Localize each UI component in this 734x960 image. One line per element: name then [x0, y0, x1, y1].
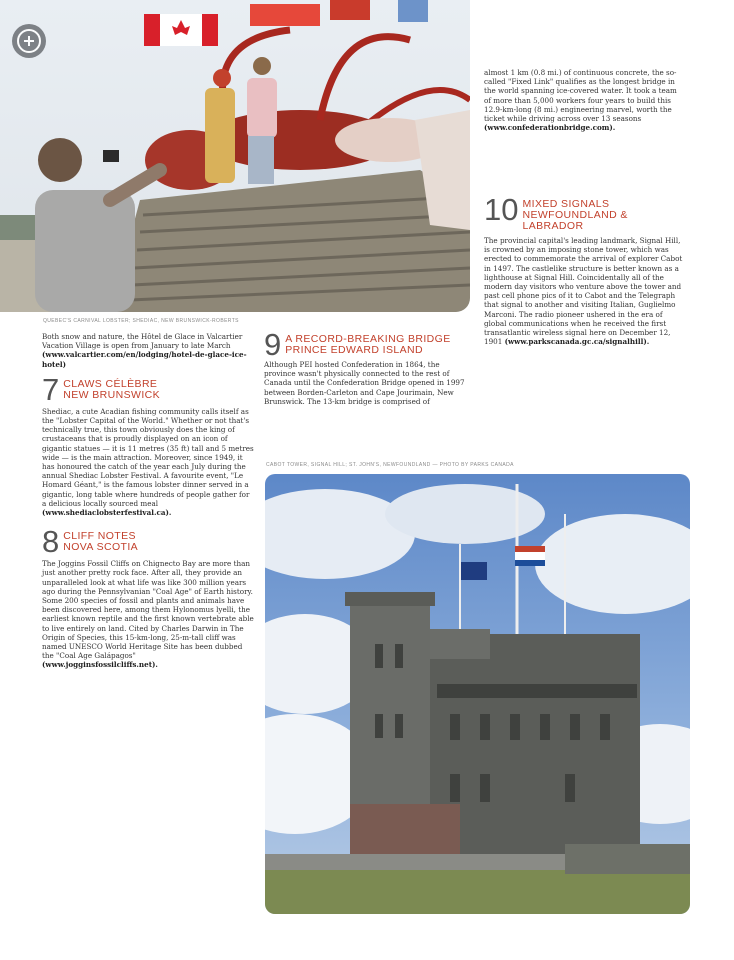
section-text: The provincial capital's leading landmark, Signal Hill, is crowned by an imposing stone tower, which was erected to commemorate the arrival of explorer Cabot in 1497. The castlelike structure is better known as a lighthouse at Signal Hill. Coincidentally all of the modern day visitors who venture above the tower and past cell phone pics of it to Cabot and the Telegraph that signal to another and visiting Italian, Guglielmo Marconi. The radio pioneer ushered in the era of global communications when he received the first transatlantic wireless signal here on December 12, 1901 [484, 236, 683, 347]
intro-paragraph [42, 332, 254, 369]
column-1 [42, 332, 254, 670]
section-number: 8 [42, 524, 60, 560]
magazine-logo-icon [12, 24, 46, 58]
section-7-body [42, 407, 254, 517]
photo-caption-bottom: CABOT TOWER, SIGNAL HILL; ST. JOHN'S, NEWFOUNDLAND — PHOTO BY PARKS CANADA [266, 462, 514, 468]
section-number: 7 [42, 371, 60, 407]
title-line: CLAWS CÉLÈBRE [63, 377, 158, 390]
section-text: Shediac, a cute Acadian fishing community calls itself as the "Lobster Capital of the World." Whether or not that's technically true, this town obviously does the king of crustaceans that is proudly displayed on an icon of gigantic statues — it is 11 metres (35 ft) tall and 5 metres wide — is the main attraction. Moreover, since 1949, it has honoured the catch of the year each July during the annual Shediac Lobster Festival. A favourite event, "Le Homard Géant," is the famous lobster dinner served in a gigantic, long table where hundreds of people gather for a delicious locally sourced meal [42, 406, 254, 508]
intro-paragraph [484, 68, 684, 187]
section-text: The Joggins Fossil Cliffs on Chignecto Bay are more than just another pretty rock face. After all, they provide an unparalleled look at what life was like 300 million years ago during the Pennsylvanian "Coal Age" of Earth history. Some 200 species of fossil and plants and animals have been discovered here, among them Hylonomus lyelli, the earliest known reptile and the first known vertebrate able to live entirely on land. Cited by Charles Darwin in The Origin of Species, this 15-km-long, 25-m-tall cliff was named UNESCO World Heritage Site has been dubbed the "Coal Age Galápagos" [42, 559, 254, 661]
section-7-heading [42, 371, 254, 407]
section-10-body [484, 236, 684, 446]
column-3 [484, 68, 684, 446]
column-2 [264, 327, 470, 443]
section-title [63, 377, 160, 401]
section-title [285, 332, 450, 356]
section-number: 10 [484, 192, 519, 227]
title-line: NOVA SCOTIA [63, 541, 139, 554]
section-title [63, 529, 138, 553]
title-line: NEWFOUNDLAND & [522, 209, 628, 221]
title-line: A RECORD-BREAKING BRIDGE [285, 333, 451, 345]
photo-caption-top: QUEBEC'S CARNIVAL LOBSTER; SHEDIAC, NEW BRUNSWICK-ROBERTS [43, 318, 239, 324]
section-9-body: Although PEI hosted Confederation in 1864, the province wasn't physically connected to the rest of Canada until the Confederation Bridge opened in 1997 between Borden-Carleton and Cape Jourimain, New Brunswick. The 13-km bridge is comprised of [264, 360, 465, 406]
section-8-heading [42, 524, 254, 560]
title-line: CLIFF NOTES [63, 530, 136, 543]
section-title [522, 197, 627, 232]
photo-lobster-statue [0, 0, 470, 312]
title-line: MIXED SIGNALS [522, 198, 610, 210]
intro-link[interactable]: (www.valcartier.com/en/lodging/hotel-de-glace-ice-hotel) [42, 350, 247, 369]
section-8-body [42, 559, 254, 669]
section-link[interactable]: (www.jogginsfossilcliffs.net). [42, 660, 158, 670]
intro-link[interactable]: (www.confederationbridge.com). [484, 123, 616, 133]
section-link[interactable]: (www.parkscanada.gc.ca/signalhill). [504, 337, 650, 347]
section-9-heading [264, 327, 470, 362]
title-line: LABRADOR [522, 220, 584, 232]
title-line: PRINCE EDWARD ISLAND [285, 344, 423, 356]
section-10-heading [484, 192, 684, 232]
section-number: 9 [264, 327, 282, 362]
intro-text: almost 1 km (0.8 mi.) of continuous concrete, the so-called "Fixed Link" qualifies as the longest bridge in the world spanning ice-covered water. It took a team of more than 5,000 workers four years to build this 12.9-km-long (8 mi.) engineering marvel, worth the ticket while driving across over 13 seasons [484, 68, 677, 124]
section-link[interactable]: (www.shediaclobsterfestival.ca). [42, 508, 172, 518]
photo-cabot-tower [265, 474, 690, 914]
intro-text: Both snow and nature, the Hôtel de Glace in Valcartier Vacation Village is open from January to late March [42, 332, 243, 351]
title-line: NEW BRUNSWICK [63, 388, 161, 401]
